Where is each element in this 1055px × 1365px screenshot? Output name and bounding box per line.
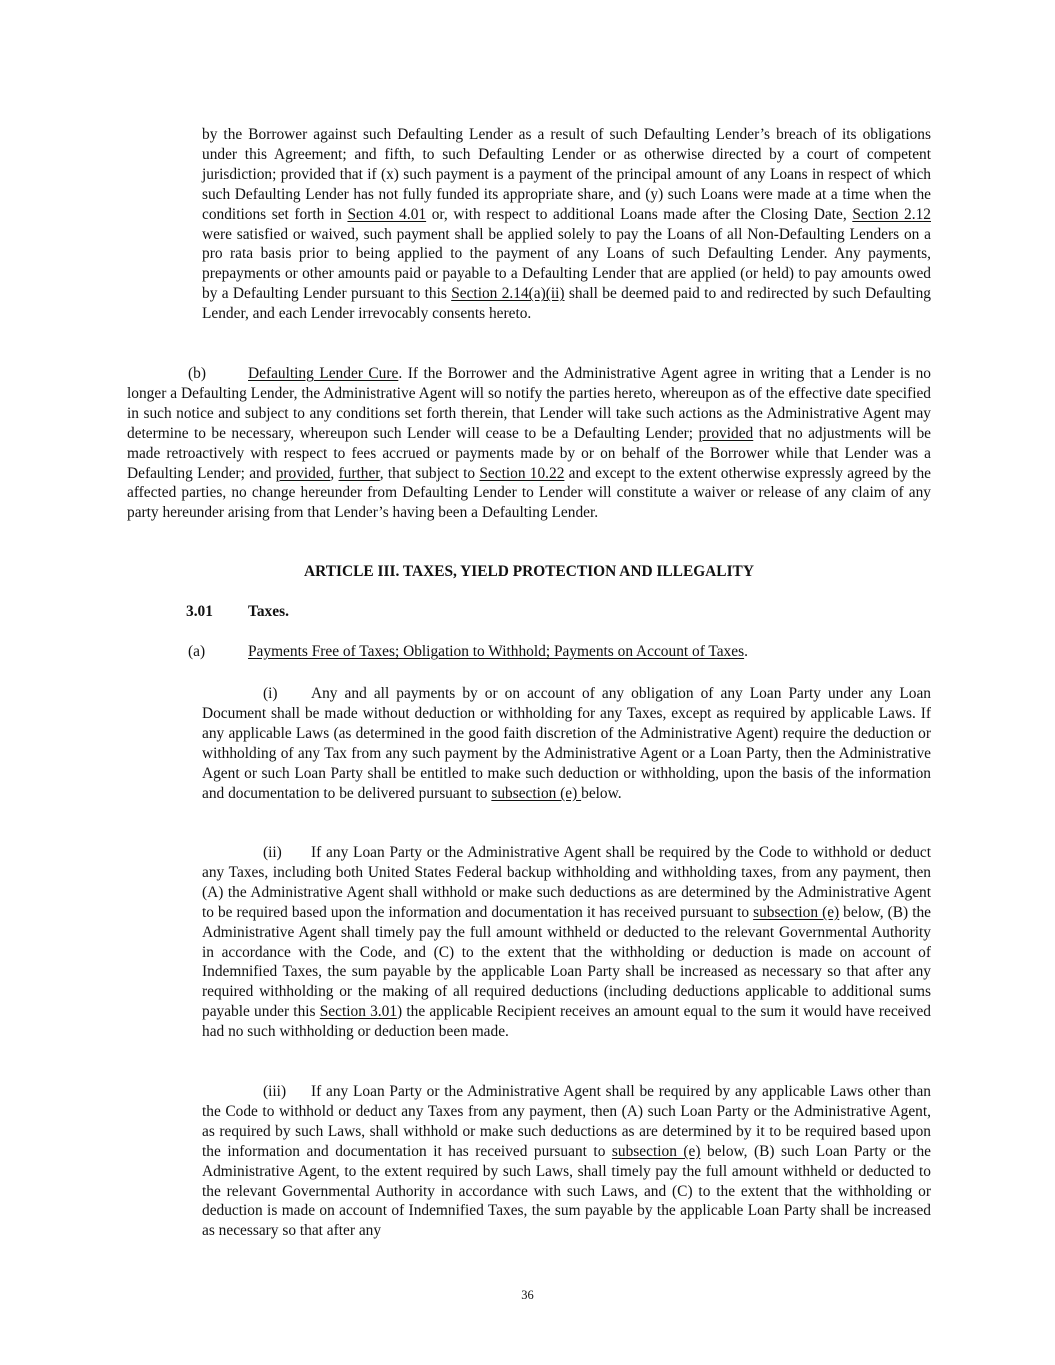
paragraph-iii xyxy=(202,1082,931,1241)
clause-label: (i) xyxy=(263,685,278,702)
text: Any and all payments by or on account of any obligation of any Loan Party under any Loan Document shall be made without deduction or withholding for any Taxes, except as required by applicable Laws. If any applicable Laws (as determined in the good faith discretion of the Administrative Agent) require the deduction or withholding of any Tax from any such payment by the Administrative Agent or a Loan Party, then the Administrative Agent or such Loan Party shall be entitled to make such deduction or withholding, upon the basis of the information and documentation to be delivered pursuant to xyxy=(202,685,931,802)
paragraph-i xyxy=(202,684,931,803)
text: below, (B) the Administrative Agent shall timely pay the full amount withheld or deducted to the relevant Governmental Authority in accordance with the Code, and (C) to the extent that the withholding or deduction is made on account of Indemnified Taxes, the sum payable by the applicable Loan Party shall be increased as necessary so that after any required withholding or the making of all required deductions (including deductions applicable to additional sums payable under this xyxy=(202,903,931,1021)
text: shall be deemed paid to and redirected by such Defaulting Lender, and each Lender irrevocably consents hereto. xyxy=(202,285,931,323)
text: . If the Borrower and the Administrative Agent agree in writing that a Lender is no longer a Defaulting Lender, the Administrative Agent will so notify the parties hereto, whereupon as of the effective date specified in such notice and subject to any conditions set forth therein, that Lender will take such actions as the Administrative Agent may determine to be necessary, whereupon such Lender will cease to be a Defaulting Lender; xyxy=(127,365,932,442)
section-number: 3.01 xyxy=(186,603,213,620)
clause-label: (iii) xyxy=(263,1083,287,1100)
paragraph-b-defaulting-lender-cure xyxy=(127,364,931,523)
text: were satisfied or waived, such payment shall be applied solely to pay the Loans of all Non-Defaulting Lenders on a pro rata basis prior to being applied to the payment of any Loans of such Defaulting Lender. Any payments, prepayments or other amounts paid or payable to a Defaulting Lender that are applied (or held) to pay amounts owed by a Defaulting Lender pursuant to this xyxy=(202,225,931,303)
provided-term: provided xyxy=(698,424,754,442)
section-title: Taxes. xyxy=(248,603,289,620)
further-term: further xyxy=(338,464,380,482)
text: , xyxy=(330,464,339,482)
text: by the Borrower against such Defaulting Lender as a result of such Defaulting Lender’s breach of its obligations under this Agreement; and fifth, to such Defaulting Lender or as otherwise directed by a court of competent jurisdiction; provided that if (x) such payment is a payment of the principal amount of any Loans in respect of which such Defaulting Lender has not fully funded its appropriate share, and (y) such Loans were made at a time when the conditions set forth in xyxy=(202,126,931,223)
subsection-ref-e: subsection (e) xyxy=(491,784,582,802)
provided-term: provided xyxy=(275,464,331,482)
section-heading xyxy=(186,603,289,621)
section-ref-2-12: Section 2.12 xyxy=(852,205,931,223)
article-heading: ARTICLE III. TAXES, YIELD PROTECTION AND ILLEGALITY xyxy=(304,563,754,580)
section-ref-4-01: Section 4.01 xyxy=(347,205,427,223)
page-number: 36 xyxy=(521,1288,534,1302)
subsection-ref-e: subsection (e) xyxy=(753,903,840,921)
section-ref-2-14: Section 2.14(a)(ii) xyxy=(451,285,565,303)
text: . xyxy=(744,643,748,660)
clause-label: (ii) xyxy=(263,844,282,861)
section-ref-10-22: Section 10.22 xyxy=(479,464,565,482)
paragraph-ii xyxy=(202,843,931,1042)
text: below, (B) such Loan Party or the Administrative Agent, to the extent required by such Laws, shall timely pay the full amount withheld or deducted to the relevant Governmental Authority in accordance with such Laws, and (C) to the extent that the withholding or deduction is made on account of Indemnified Taxes, the sum payable by the applicable Loan Party shall be increased as necessary so that after any xyxy=(202,1142,931,1240)
section-ref-3-01: Section 3.01 xyxy=(319,1003,398,1021)
text: or, with respect to additional Loans made after the Closing Date, xyxy=(426,205,853,223)
subsection-label: (a) xyxy=(188,643,206,660)
text: ) the applicable Recipient receives an amount equal to the sum it would have received had no such withholding or deduction been made. xyxy=(202,1003,931,1041)
paragraph-continuation xyxy=(202,125,931,324)
text: and except to the extent otherwise expressly agreed by the affected parties, no change hereunder from Defaulting Lender to Lender will constitute a waiver or release of any claim of any party hereunder arising from that Lender’s having been a Defaulting Lender. xyxy=(127,464,931,522)
subsection-title: Payments Free of Taxes; Obligation to Withhold; Payments on Account of Taxes xyxy=(248,643,745,660)
clause-title: Defaulting Lender Cure xyxy=(248,365,399,382)
text: below. xyxy=(581,784,622,802)
text: If any Loan Party or the Administrative Agent shall be required by any applicable Laws other than the Code to withhold or deduct any Taxes from any payment, then (A) such Loan Party or the Administrative Agent, as required by such Laws, shall withhold or make such deductions as are determined by it to be required based upon the information and documentation it has received pursuant to xyxy=(202,1083,931,1160)
subsection-a-heading xyxy=(188,643,748,661)
text: If any Loan Party or the Administrative Agent shall be required by the Code to withhold or deduct any Taxes, including both United States Federal backup withholding and withholding taxes, from any payment, then (A) the Administrative Agent shall withhold or make such deductions as are determined by the Administrative Agent to be required based upon the information and documentation it has received pursuant to xyxy=(202,844,931,921)
text: , that subject to xyxy=(379,464,480,482)
clause-label: (b) xyxy=(188,365,206,382)
text: that no adjustments will be made retroactively with respect to fees accrued or payments made by or on behalf of the Borrower while that Lender was a Defaulting Lender; and xyxy=(127,424,931,482)
subsection-ref-e: subsection (e) xyxy=(611,1142,701,1160)
